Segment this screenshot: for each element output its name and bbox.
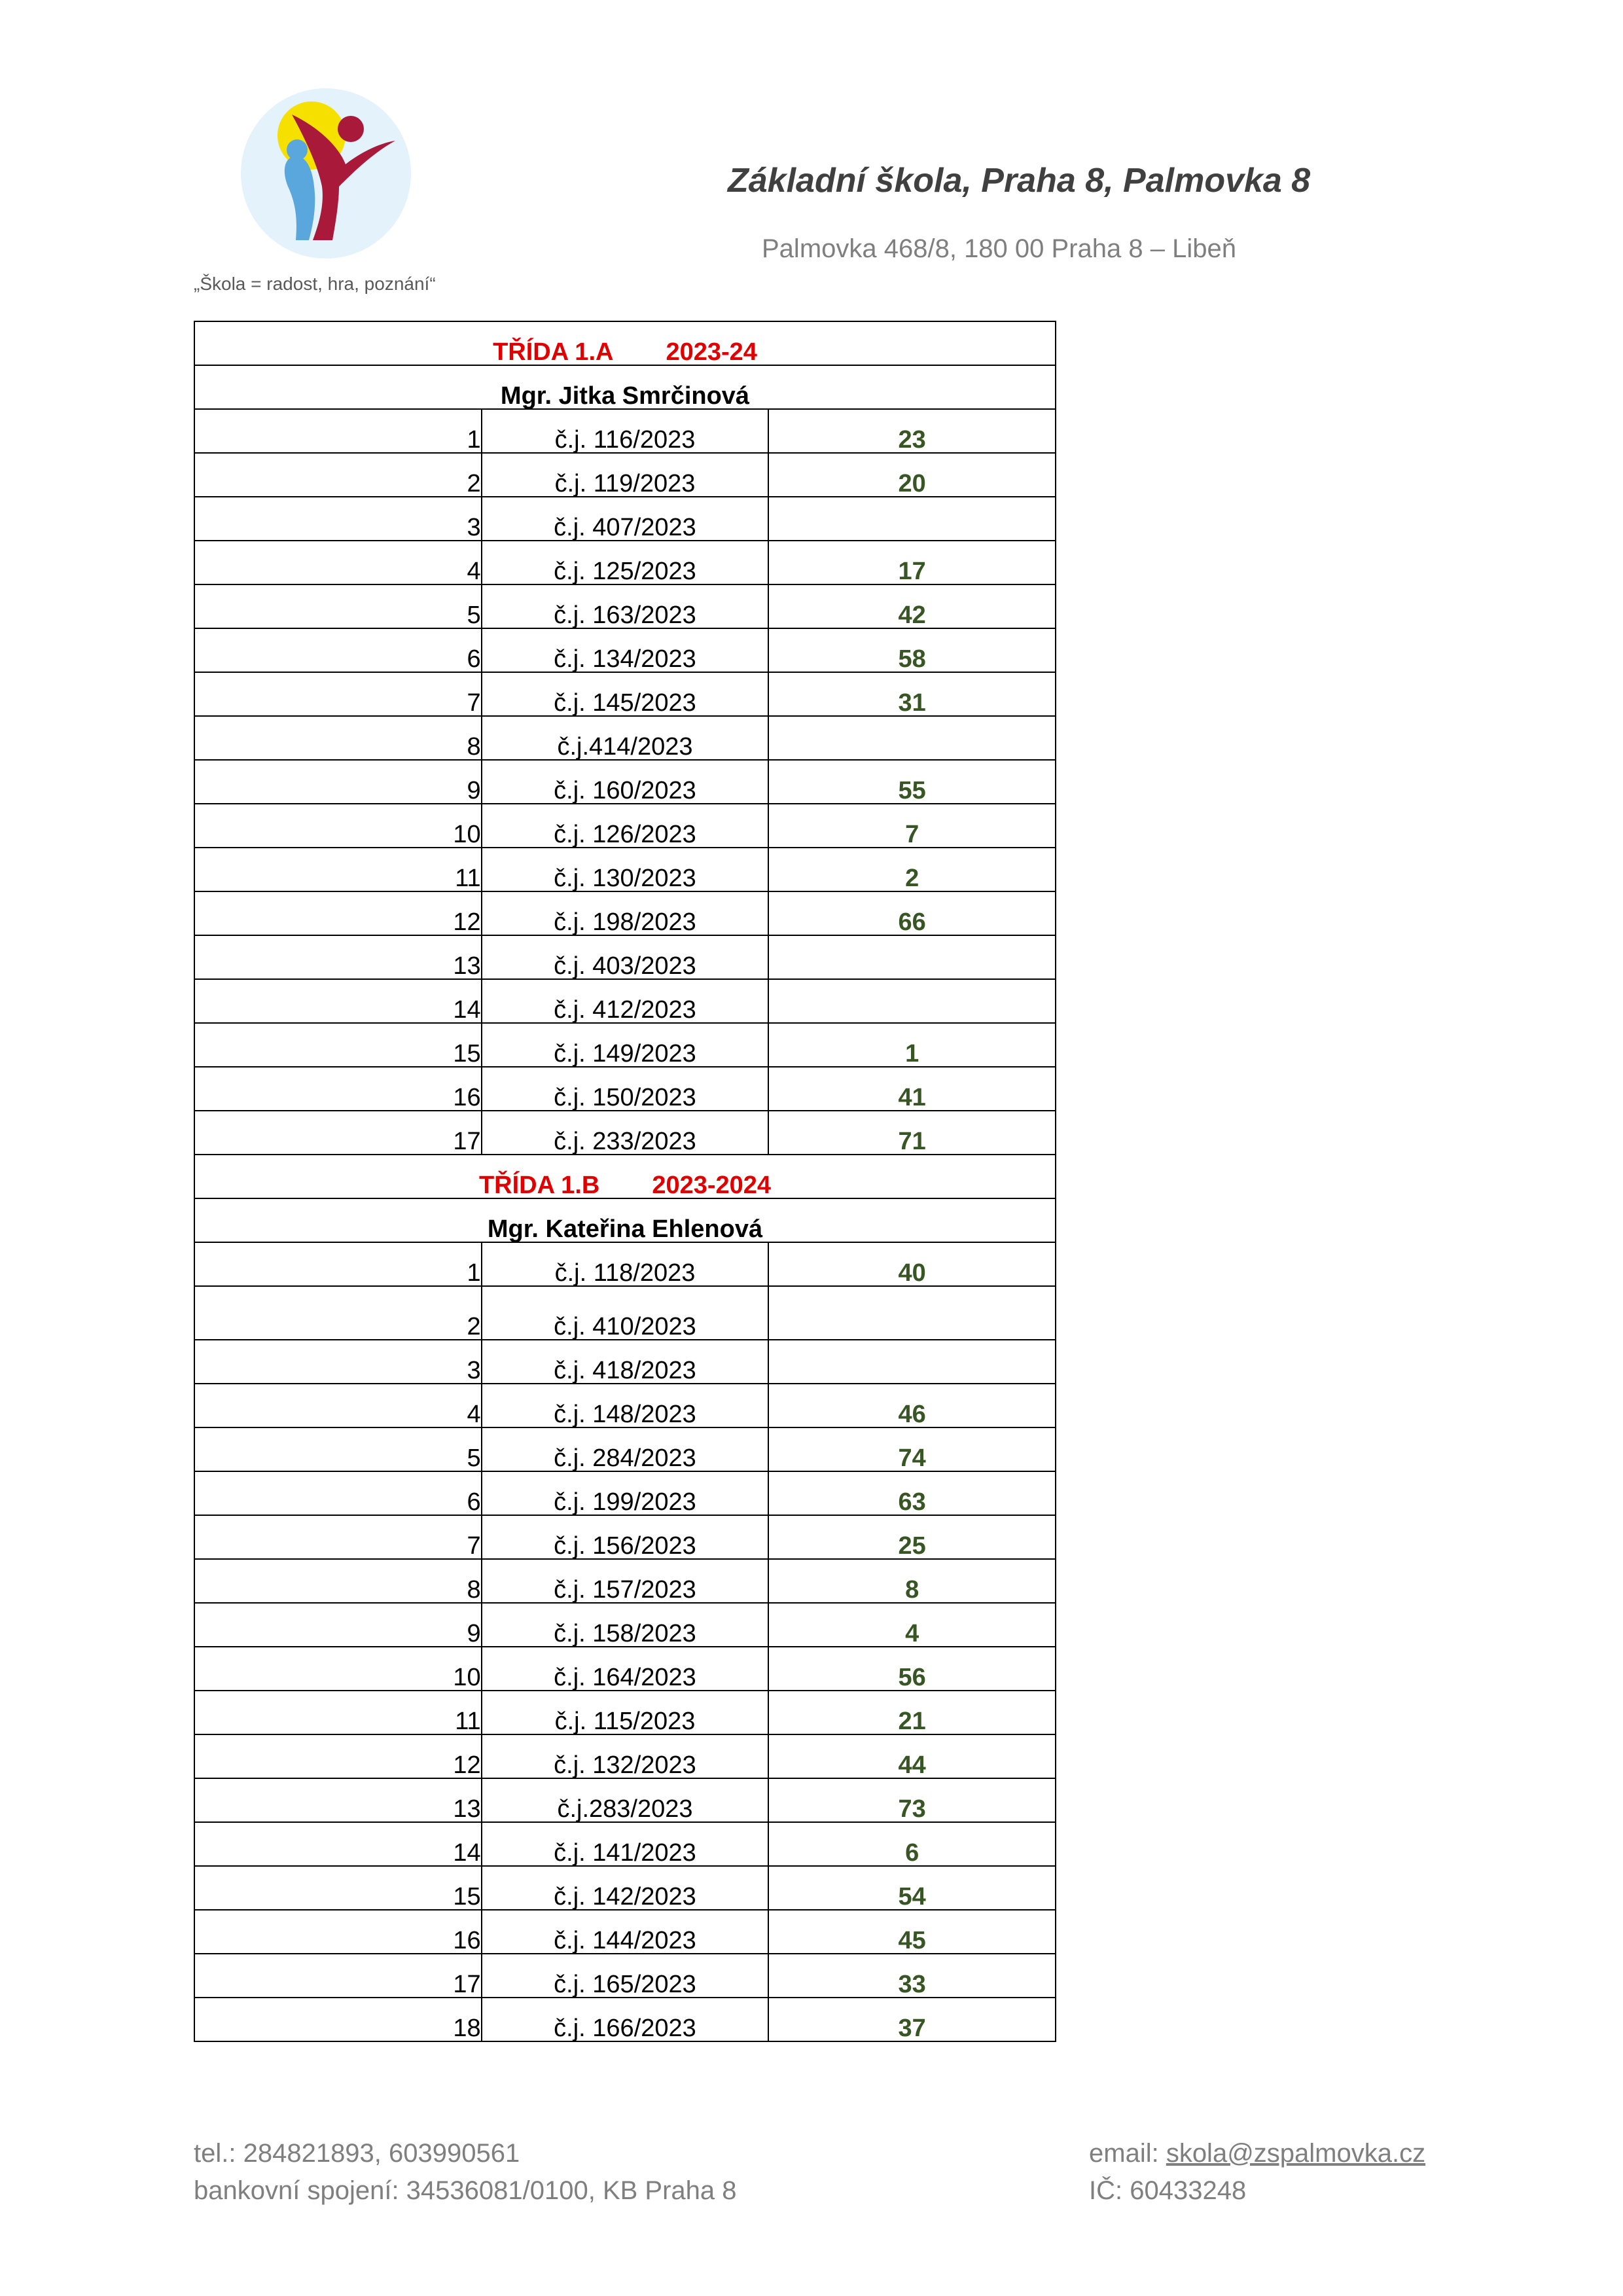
row-number: 16 — [194, 1067, 482, 1111]
reference-number: č.j. 156/2023 — [482, 1515, 769, 1559]
table-row — [194, 584, 1056, 628]
reference-number: č.j. 407/2023 — [482, 497, 769, 541]
reference-number: č.j. 134/2023 — [482, 628, 769, 672]
assigned-code: 63 — [768, 1471, 1056, 1515]
footer-right — [1089, 2135, 1425, 2210]
row-number: 9 — [194, 1603, 482, 1647]
assigned-code: 73 — [768, 1778, 1056, 1822]
reference-number: č.j. 149/2023 — [482, 1023, 769, 1067]
assigned-code: 42 — [768, 584, 1056, 628]
teacher-name: Mgr. Jitka Smrčinová — [194, 365, 1056, 409]
table-row — [194, 1111, 1056, 1155]
school-name: Základní škola, Praha 8, Palmovka 8 — [728, 162, 1311, 200]
table-row — [194, 541, 1056, 584]
footer-phone: tel.: 284821893, 603990561 — [194, 2139, 520, 2168]
assigned-code: 55 — [768, 760, 1056, 804]
school-address: Palmovka 468/8, 180 00 Praha 8 – Libeň — [762, 234, 1236, 263]
table-row — [194, 1515, 1056, 1559]
table-row — [194, 760, 1056, 804]
school-motto: „Škola = radost, hra, poznání“ — [194, 274, 436, 294]
class-header-row — [194, 1155, 1056, 1198]
reference-number: č.j. 412/2023 — [482, 979, 769, 1023]
reference-number: č.j. 150/2023 — [482, 1067, 769, 1111]
row-number: 12 — [194, 1734, 482, 1778]
table-row — [194, 1998, 1056, 2041]
reference-number: č.j.283/2023 — [482, 1778, 769, 1822]
reference-number: č.j. 142/2023 — [482, 1866, 769, 1910]
table-row — [194, 672, 1056, 716]
row-number: 7 — [194, 1515, 482, 1559]
row-number: 7 — [194, 672, 482, 716]
table-row — [194, 1340, 1056, 1384]
assigned-code: 21 — [768, 1691, 1056, 1734]
reference-number: č.j. 166/2023 — [482, 1998, 769, 2041]
row-number: 13 — [194, 1778, 482, 1822]
row-number: 8 — [194, 1559, 482, 1603]
table-row — [194, 979, 1056, 1023]
row-number: 13 — [194, 935, 482, 979]
footer-email-line — [1089, 2135, 1425, 2172]
teacher-name: Mgr. Kateřina Ehlenová — [194, 1198, 1056, 1242]
assigned-code: 4 — [768, 1603, 1056, 1647]
assigned-code: 33 — [768, 1954, 1056, 1998]
table-row — [194, 1910, 1056, 1954]
class-label: TŘÍDA 1.B — [478, 1172, 600, 1199]
assigned-code — [768, 497, 1056, 541]
assigned-code — [768, 716, 1056, 760]
class-header — [194, 321, 1056, 365]
table-row — [194, 628, 1056, 672]
assigned-code: 25 — [768, 1515, 1056, 1559]
footer-left — [194, 2135, 737, 2210]
teacher-row — [194, 365, 1056, 409]
assigned-code: 56 — [768, 1647, 1056, 1691]
reference-number: č.j. 148/2023 — [482, 1384, 769, 1427]
reference-number: č.j. 141/2023 — [482, 1822, 769, 1866]
table-row — [194, 1427, 1056, 1471]
table-row — [194, 453, 1056, 497]
row-number: 15 — [194, 1866, 482, 1910]
assigned-code: 1 — [768, 1023, 1056, 1067]
table-row — [194, 1286, 1056, 1340]
row-number: 17 — [194, 1954, 482, 1998]
class-label: TŘÍDA 1.A — [493, 338, 614, 366]
school-logo — [241, 88, 411, 259]
assigned-code: 17 — [768, 541, 1056, 584]
assigned-code: 66 — [768, 891, 1056, 935]
assigned-code: 40 — [768, 1242, 1056, 1286]
reference-number: č.j. 144/2023 — [482, 1910, 769, 1954]
reference-number: č.j. 233/2023 — [482, 1111, 769, 1155]
row-number: 8 — [194, 716, 482, 760]
class-header-row — [194, 321, 1056, 365]
table-row — [194, 1067, 1056, 1111]
assigned-code: 2 — [768, 848, 1056, 891]
reference-number: č.j. 410/2023 — [482, 1286, 769, 1340]
reference-number: č.j. 119/2023 — [482, 453, 769, 497]
reference-number: č.j. 118/2023 — [482, 1242, 769, 1286]
assigned-code: 74 — [768, 1427, 1056, 1471]
assigned-code: 71 — [768, 1111, 1056, 1155]
table-row — [194, 1822, 1056, 1866]
reference-number: č.j. 163/2023 — [482, 584, 769, 628]
reference-number: č.j. 198/2023 — [482, 891, 769, 935]
assigned-code: 37 — [768, 1998, 1056, 2041]
class-header — [194, 1155, 1056, 1198]
row-number: 2 — [194, 1286, 482, 1340]
footer-bank: bankovní spojení: 34536081/0100, KB Praha 8 — [194, 2176, 737, 2205]
row-number: 11 — [194, 848, 482, 891]
table-row — [194, 1954, 1056, 1998]
assigned-code: 54 — [768, 1866, 1056, 1910]
table-row — [194, 1471, 1056, 1515]
row-number: 14 — [194, 979, 482, 1023]
row-number: 12 — [194, 891, 482, 935]
row-number: 9 — [194, 760, 482, 804]
row-number: 5 — [194, 1427, 482, 1471]
table-row — [194, 848, 1056, 891]
row-number: 1 — [194, 409, 482, 453]
table-row — [194, 1866, 1056, 1910]
row-number: 14 — [194, 1822, 482, 1866]
row-number: 4 — [194, 541, 482, 584]
reference-number: č.j. 125/2023 — [482, 541, 769, 584]
class-list-body — [194, 321, 1056, 2041]
table-row — [194, 891, 1056, 935]
reference-number: č.j. 418/2023 — [482, 1340, 769, 1384]
row-number: 16 — [194, 1910, 482, 1954]
reference-number: č.j.414/2023 — [482, 716, 769, 760]
assigned-code — [768, 1286, 1056, 1340]
table-row — [194, 1778, 1056, 1822]
assigned-code: 8 — [768, 1559, 1056, 1603]
table-row — [194, 716, 1056, 760]
table-row — [194, 935, 1056, 979]
row-number: 17 — [194, 1111, 482, 1155]
assigned-code: 20 — [768, 453, 1056, 497]
table-row — [194, 1384, 1056, 1427]
reference-number: č.j. 403/2023 — [482, 935, 769, 979]
table-row — [194, 1734, 1056, 1778]
row-number: 2 — [194, 453, 482, 497]
row-number: 5 — [194, 584, 482, 628]
row-number: 6 — [194, 628, 482, 672]
table-row — [194, 409, 1056, 453]
assigned-code: 7 — [768, 804, 1056, 848]
assigned-code — [768, 979, 1056, 1023]
assigned-code: 46 — [768, 1384, 1056, 1427]
assigned-code: 41 — [768, 1067, 1056, 1111]
reference-number: č.j. 165/2023 — [482, 1954, 769, 1998]
teacher-row — [194, 1198, 1056, 1242]
class-list-table — [194, 321, 1056, 2042]
reference-number: č.j. 157/2023 — [482, 1559, 769, 1603]
table-row — [194, 1559, 1056, 1603]
logo-red-head — [338, 116, 364, 142]
row-number: 10 — [194, 804, 482, 848]
reference-number: č.j. 132/2023 — [482, 1734, 769, 1778]
row-number: 3 — [194, 1340, 482, 1384]
row-number: 18 — [194, 1998, 482, 2041]
table-row — [194, 1242, 1056, 1286]
row-number: 3 — [194, 497, 482, 541]
reference-number: č.j. 130/2023 — [482, 848, 769, 891]
reference-number: č.j. 116/2023 — [482, 409, 769, 453]
footer-ic: IČ: 60433248 — [1089, 2176, 1247, 2205]
reference-number: č.j. 199/2023 — [482, 1471, 769, 1515]
row-number: 6 — [194, 1471, 482, 1515]
assigned-code: 23 — [768, 409, 1056, 453]
assigned-code: 44 — [768, 1734, 1056, 1778]
table-row — [194, 1023, 1056, 1067]
row-number: 1 — [194, 1242, 482, 1286]
row-number: 4 — [194, 1384, 482, 1427]
assigned-code: 58 — [768, 628, 1056, 672]
row-number: 11 — [194, 1691, 482, 1734]
table-row — [194, 1691, 1056, 1734]
assigned-code — [768, 935, 1056, 979]
table-row — [194, 497, 1056, 541]
reference-number: č.j. 145/2023 — [482, 672, 769, 716]
row-number: 10 — [194, 1647, 482, 1691]
reference-number: č.j. 158/2023 — [482, 1603, 769, 1647]
assigned-code: 31 — [768, 672, 1056, 716]
assigned-code: 45 — [768, 1910, 1056, 1954]
table-row — [194, 804, 1056, 848]
footer-email-label: email: — [1089, 2139, 1166, 2168]
table-row — [194, 1603, 1056, 1647]
logo-blue-head — [287, 139, 308, 160]
assigned-code — [768, 1340, 1056, 1384]
row-number: 15 — [194, 1023, 482, 1067]
footer-email-link[interactable]: skola@zspalmovka.cz — [1166, 2139, 1426, 2168]
class-year: 2023-24 — [666, 338, 757, 366]
reference-number: č.j. 284/2023 — [482, 1427, 769, 1471]
reference-number: č.j. 115/2023 — [482, 1691, 769, 1734]
reference-number: č.j. 160/2023 — [482, 760, 769, 804]
assigned-code: 6 — [768, 1822, 1056, 1866]
reference-number: č.j. 164/2023 — [482, 1647, 769, 1691]
table-row — [194, 1647, 1056, 1691]
reference-number: č.j. 126/2023 — [482, 804, 769, 848]
class-year: 2023-2024 — [652, 1172, 772, 1199]
